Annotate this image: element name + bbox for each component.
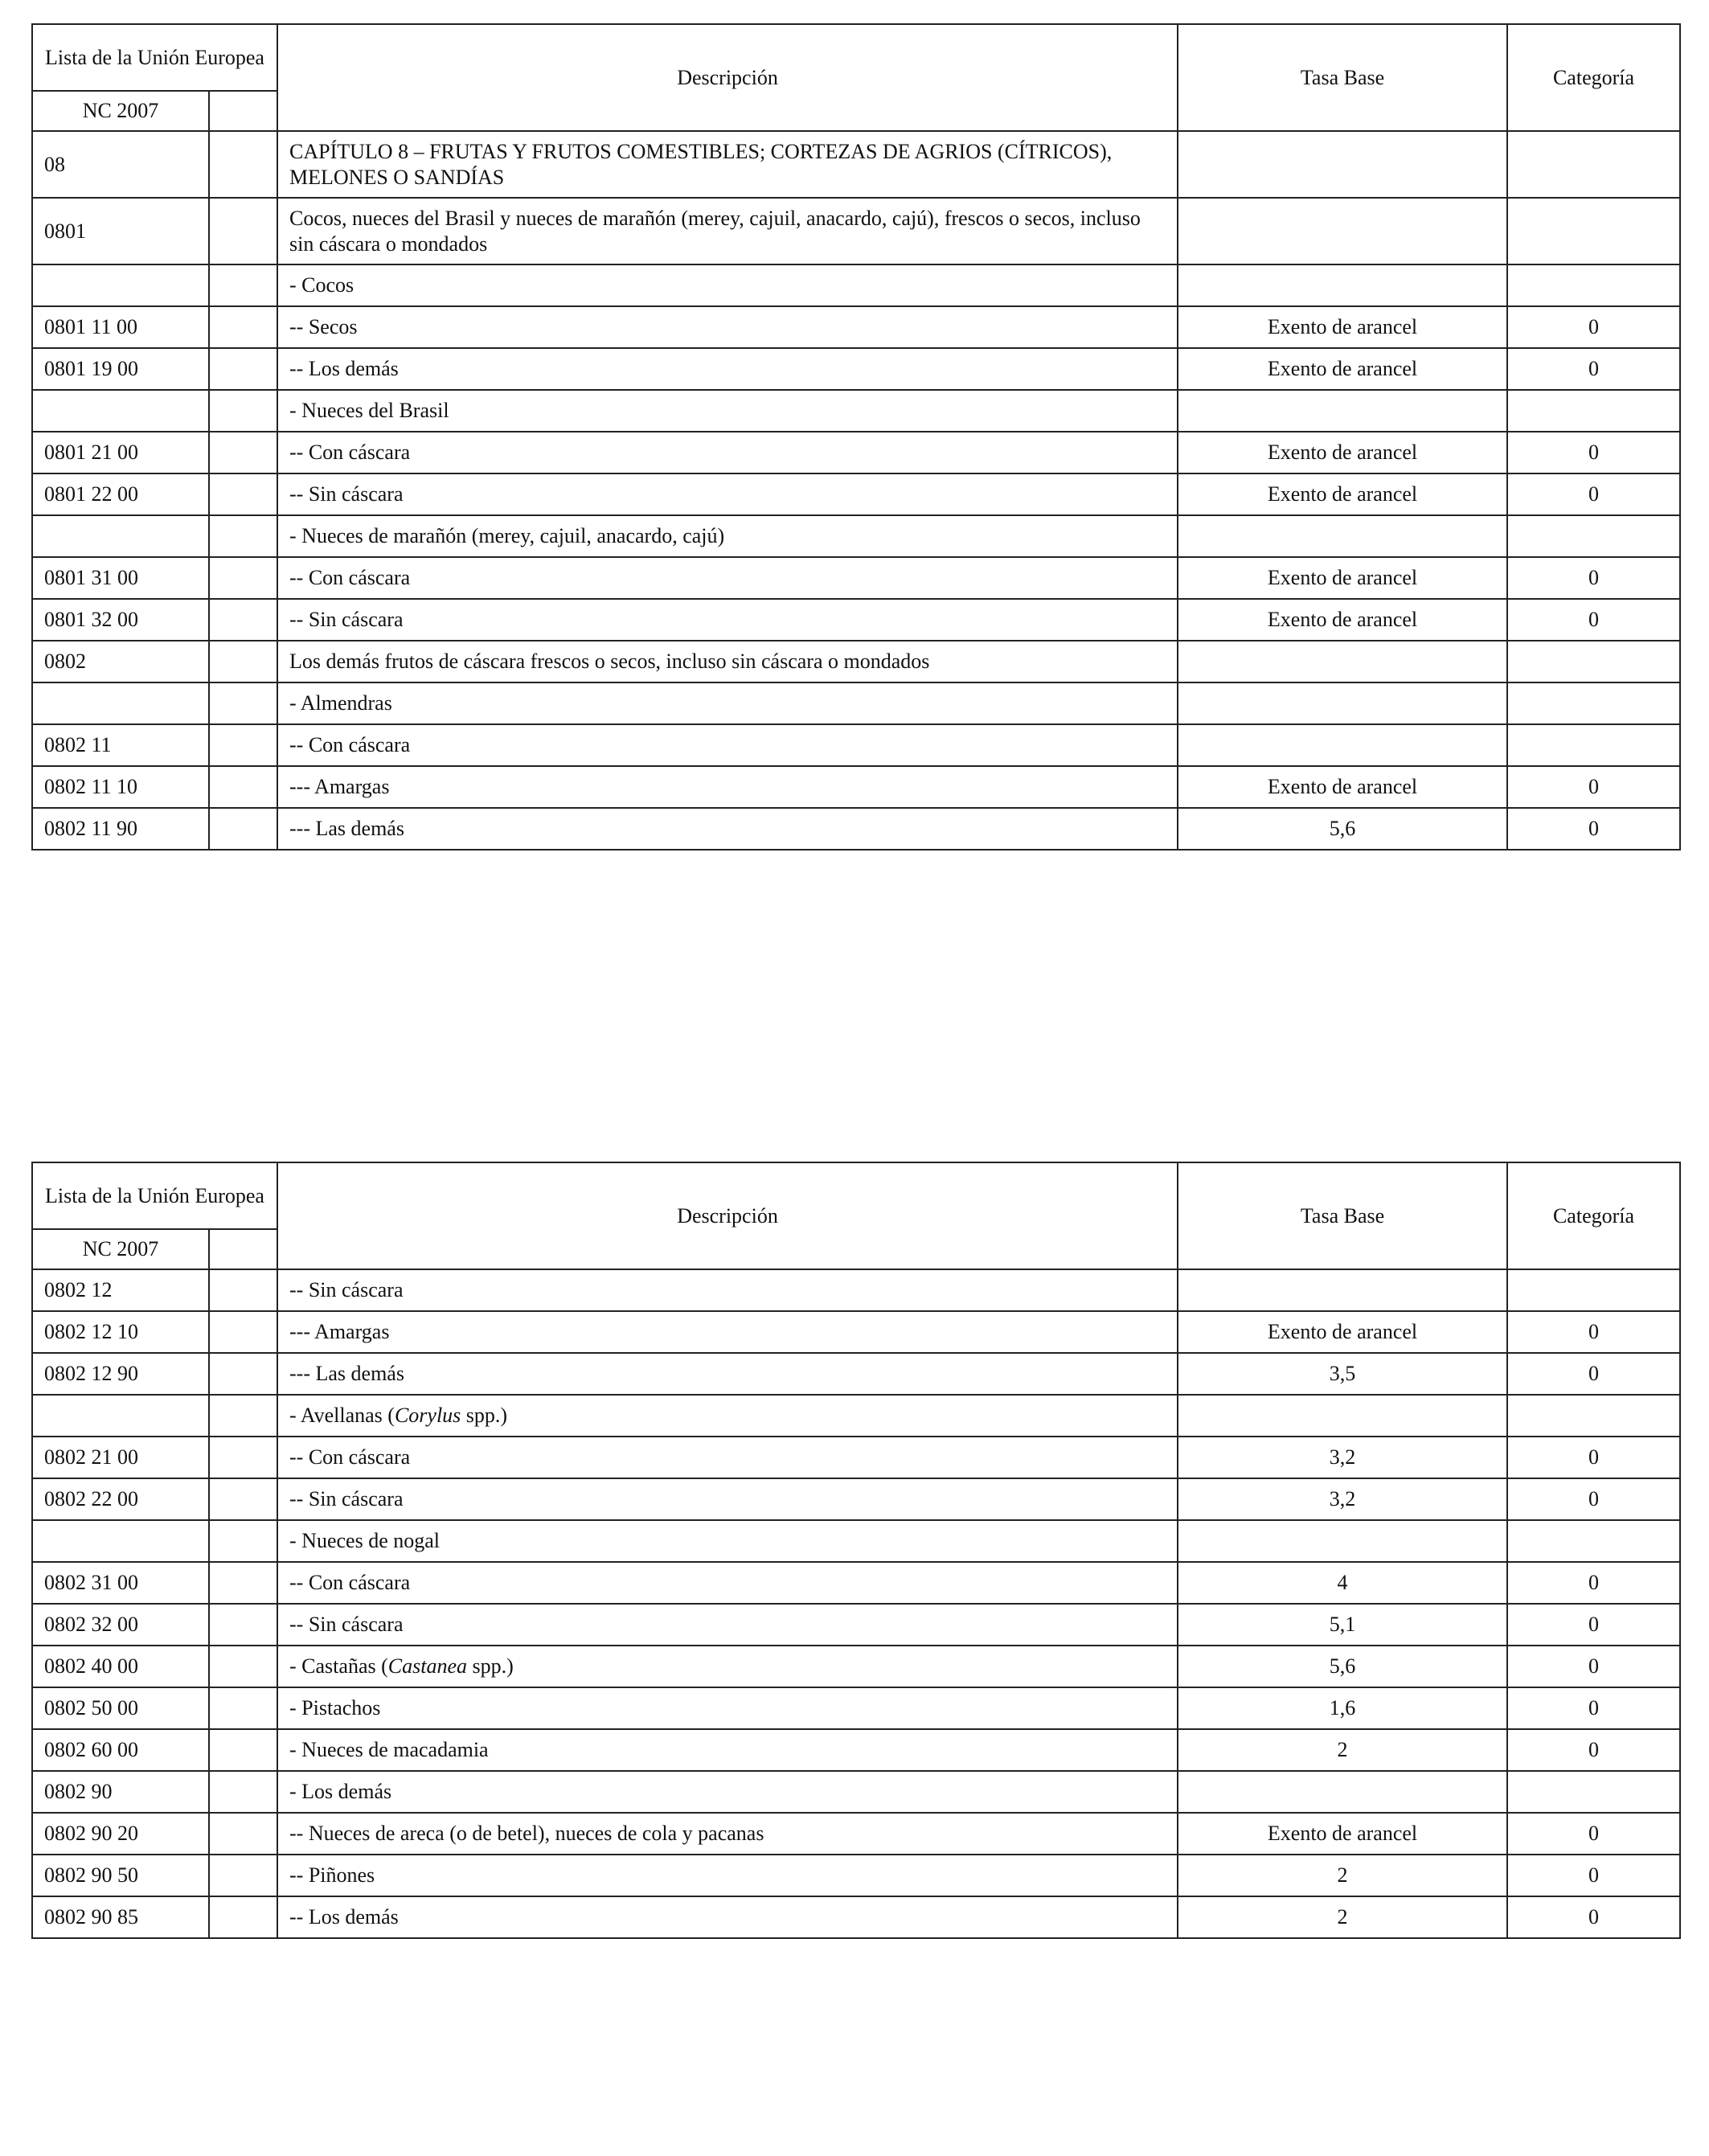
nc-code-cell: 0802 40 00 <box>32 1646 209 1687</box>
table-row <box>32 1771 1680 1813</box>
nc-code-cell: 0802 90 50 <box>32 1855 209 1896</box>
blank-cell <box>209 1687 277 1729</box>
table-row <box>32 724 1680 766</box>
tasa-base-cell: 3,2 <box>1178 1478 1507 1520</box>
header-blank-cell <box>209 91 277 131</box>
blank-cell <box>209 682 277 724</box>
categoria-cell <box>1507 641 1680 682</box>
description-cell: --- Amargas <box>277 1311 1178 1353</box>
tariff-table-1 <box>31 23 1681 851</box>
categoria-cell: 0 <box>1507 1562 1680 1604</box>
blank-cell <box>209 264 277 306</box>
table-row <box>32 1729 1680 1771</box>
description-cell: - Los demás <box>277 1771 1178 1813</box>
table-row <box>32 1855 1680 1896</box>
nc-code-cell: 0801 19 00 <box>32 348 209 390</box>
blank-cell <box>209 1604 277 1646</box>
blank-cell <box>209 1478 277 1520</box>
description-text-suffix: spp.) <box>461 1404 508 1427</box>
categoria-cell: 0 <box>1507 1646 1680 1687</box>
table-row <box>32 1478 1680 1520</box>
categoria-cell: 0 <box>1507 1896 1680 1938</box>
table-row <box>32 682 1680 724</box>
blank-cell <box>209 306 277 348</box>
description-cell: Los demás frutos de cáscara frescos o secos, incluso sin cáscara o mondados <box>277 641 1178 682</box>
categoria-cell <box>1507 264 1680 306</box>
nc-code-cell: 0801 32 00 <box>32 599 209 641</box>
categoria-cell <box>1507 131 1680 198</box>
nc-code-cell: 0802 31 00 <box>32 1562 209 1604</box>
table-row <box>32 1896 1680 1938</box>
description-cell: --- Amargas <box>277 766 1178 808</box>
categoria-cell: 0 <box>1507 306 1680 348</box>
tasa-base-cell: 3,5 <box>1178 1353 1507 1395</box>
description-cell: -- Sin cáscara <box>277 1478 1178 1520</box>
tariff-table-2 <box>31 1162 1681 1939</box>
blank-cell <box>209 515 277 557</box>
description-text: - Avellanas ( <box>289 1404 395 1427</box>
categoria-cell: 0 <box>1507 432 1680 473</box>
table-row <box>32 1520 1680 1562</box>
table-row <box>32 557 1680 599</box>
description-cell: -- Con cáscara <box>277 557 1178 599</box>
table-row <box>32 1269 1680 1311</box>
description-cell: --- Las demás <box>277 808 1178 850</box>
blank-cell <box>209 1646 277 1687</box>
description-cell: -- Los demás <box>277 348 1178 390</box>
table-row <box>32 264 1680 306</box>
blank-cell <box>209 432 277 473</box>
tasa-base-cell: Exento de arancel <box>1178 1813 1507 1855</box>
tasa-base-cell <box>1178 515 1507 557</box>
header-lista-ue: Lista de la Unión Europea <box>32 1162 277 1229</box>
tasa-base-cell <box>1178 264 1507 306</box>
table-row <box>32 1437 1680 1478</box>
table-2-body <box>32 1269 1680 1938</box>
description-cell: -- Con cáscara <box>277 724 1178 766</box>
categoria-cell: 0 <box>1507 1437 1680 1478</box>
blank-cell <box>209 198 277 264</box>
blank-cell <box>209 1311 277 1353</box>
blank-cell <box>209 1437 277 1478</box>
tasa-base-cell <box>1178 1520 1507 1562</box>
categoria-cell: 0 <box>1507 1311 1680 1353</box>
description-cell: - Cocos <box>277 264 1178 306</box>
table-row <box>32 306 1680 348</box>
description-cell: -- Con cáscara <box>277 432 1178 473</box>
categoria-cell <box>1507 1771 1680 1813</box>
table-1-body <box>32 131 1680 850</box>
nc-code-cell: 0802 60 00 <box>32 1729 209 1771</box>
header-categoria: Categoría <box>1507 24 1680 131</box>
header-tasa-base: Tasa Base <box>1178 24 1507 131</box>
description-cell <box>277 1395 1178 1437</box>
nc-code-cell: 0802 11 90 <box>32 808 209 850</box>
nc-code-cell: 0801 21 00 <box>32 432 209 473</box>
description-cell: -- Sin cáscara <box>277 599 1178 641</box>
nc-code-cell <box>32 682 209 724</box>
nc-code-cell: 0802 90 20 <box>32 1813 209 1855</box>
nc-code-cell <box>32 515 209 557</box>
header-nc-2007: NC 2007 <box>32 91 209 131</box>
categoria-cell: 0 <box>1507 808 1680 850</box>
table-row <box>32 641 1680 682</box>
categoria-cell <box>1507 1520 1680 1562</box>
nc-code-cell: 0802 32 00 <box>32 1604 209 1646</box>
table-row <box>32 1687 1680 1729</box>
table-row <box>32 1813 1680 1855</box>
description-cell: -- Sin cáscara <box>277 1604 1178 1646</box>
blank-cell <box>209 473 277 515</box>
header-blank-cell <box>209 1229 277 1269</box>
description-cell: -- Los demás <box>277 1896 1178 1938</box>
tasa-base-cell <box>1178 724 1507 766</box>
blank-cell <box>209 1896 277 1938</box>
description-cell: -- Sin cáscara <box>277 1269 1178 1311</box>
description-cell: -- Secos <box>277 306 1178 348</box>
categoria-cell <box>1507 1395 1680 1437</box>
description-cell: - Nueces de nogal <box>277 1520 1178 1562</box>
header-descripcion: Descripción <box>277 1162 1178 1269</box>
nc-code-cell: 0802 12 <box>32 1269 209 1311</box>
nc-code-cell: 0802 21 00 <box>32 1437 209 1478</box>
tasa-base-cell: Exento de arancel <box>1178 306 1507 348</box>
description-cell: - Nueces del Brasil <box>277 390 1178 432</box>
categoria-cell: 0 <box>1507 473 1680 515</box>
blank-cell <box>209 1353 277 1395</box>
categoria-cell: 0 <box>1507 1855 1680 1896</box>
table-row <box>32 1604 1680 1646</box>
header-tasa-base: Tasa Base <box>1178 1162 1507 1269</box>
nc-code-cell: 0802 90 <box>32 1771 209 1813</box>
tasa-base-cell: Exento de arancel <box>1178 473 1507 515</box>
nc-code-cell <box>32 1520 209 1562</box>
header-descripcion: Descripción <box>277 24 1178 131</box>
categoria-cell: 0 <box>1507 1813 1680 1855</box>
tasa-base-cell <box>1178 682 1507 724</box>
tasa-base-cell: 5,6 <box>1178 1646 1507 1687</box>
table-row <box>32 515 1680 557</box>
nc-code-cell: 0802 11 <box>32 724 209 766</box>
description-cell: - Nueces de macadamia <box>277 1729 1178 1771</box>
tasa-base-cell: 5,1 <box>1178 1604 1507 1646</box>
description-cell: -- Sin cáscara <box>277 473 1178 515</box>
nc-code-cell: 0802 50 00 <box>32 1687 209 1729</box>
categoria-cell: 0 <box>1507 1687 1680 1729</box>
header-lista-ue: Lista de la Unión Europea <box>32 24 277 91</box>
table-row <box>32 1353 1680 1395</box>
categoria-cell: 0 <box>1507 348 1680 390</box>
description-cell: - Pistachos <box>277 1687 1178 1729</box>
table-row <box>32 1646 1680 1687</box>
tasa-base-cell: Exento de arancel <box>1178 557 1507 599</box>
blank-cell <box>209 1269 277 1311</box>
nc-code-cell: 0802 12 10 <box>32 1311 209 1353</box>
categoria-cell <box>1507 390 1680 432</box>
tasa-base-cell <box>1178 1269 1507 1311</box>
description-cell: - Almendras <box>277 682 1178 724</box>
blank-cell <box>209 641 277 682</box>
table-row <box>32 766 1680 808</box>
tasa-base-cell: Exento de arancel <box>1178 1311 1507 1353</box>
blank-cell <box>209 557 277 599</box>
nc-code-cell: 0801 31 00 <box>32 557 209 599</box>
tasa-base-cell <box>1178 1395 1507 1437</box>
categoria-cell: 0 <box>1507 557 1680 599</box>
blank-cell <box>209 1562 277 1604</box>
description-cell: -- Con cáscara <box>277 1437 1178 1478</box>
scientific-name: Castanea <box>387 1654 467 1678</box>
blank-cell <box>209 1813 277 1855</box>
tasa-base-cell: 2 <box>1178 1896 1507 1938</box>
tasa-base-cell: 5,6 <box>1178 808 1507 850</box>
description-cell: -- Piñones <box>277 1855 1178 1896</box>
tasa-base-cell <box>1178 641 1507 682</box>
table-row <box>32 1311 1680 1353</box>
blank-cell <box>209 348 277 390</box>
blank-cell <box>209 390 277 432</box>
tasa-base-cell: 3,2 <box>1178 1437 1507 1478</box>
header-nc-2007: NC 2007 <box>32 1229 209 1269</box>
description-cell: -- Con cáscara <box>277 1562 1178 1604</box>
categoria-cell: 0 <box>1507 1353 1680 1395</box>
nc-code-cell <box>32 264 209 306</box>
table-row <box>32 131 1680 198</box>
nc-code-cell: 08 <box>32 131 209 198</box>
tasa-base-cell: 2 <box>1178 1855 1507 1896</box>
tasa-base-cell: Exento de arancel <box>1178 599 1507 641</box>
categoria-cell <box>1507 198 1680 264</box>
description-cell: CAPÍTULO 8 – FRUTAS Y FRUTOS COMESTIBLES; CORTEZAS DE AGRIOS (CÍTRICOS), MELONES O SANDÍAS <box>277 131 1178 198</box>
scientific-name: Corylus <box>394 1404 461 1427</box>
tasa-base-cell <box>1178 390 1507 432</box>
tasa-base-cell <box>1178 1771 1507 1813</box>
blank-cell <box>209 766 277 808</box>
nc-code-cell: 0802 12 90 <box>32 1353 209 1395</box>
tasa-base-cell: 4 <box>1178 1562 1507 1604</box>
nc-code-cell: 0801 11 00 <box>32 306 209 348</box>
table-row <box>32 1395 1680 1437</box>
tasa-base-cell <box>1178 198 1507 264</box>
tasa-base-cell: Exento de arancel <box>1178 348 1507 390</box>
description-cell: --- Las demás <box>277 1353 1178 1395</box>
nc-code-cell: 0802 11 10 <box>32 766 209 808</box>
blank-cell <box>209 599 277 641</box>
table-row <box>32 432 1680 473</box>
table-row <box>32 198 1680 264</box>
categoria-cell: 0 <box>1507 1729 1680 1771</box>
nc-code-cell: 0802 22 00 <box>32 1478 209 1520</box>
nc-code-cell: 0801 22 00 <box>32 473 209 515</box>
blank-cell <box>209 131 277 198</box>
blank-cell <box>209 1771 277 1813</box>
nc-code-cell <box>32 1395 209 1437</box>
table-row <box>32 348 1680 390</box>
nc-code-cell: 0802 90 85 <box>32 1896 209 1938</box>
table-row <box>32 599 1680 641</box>
blank-cell <box>209 1855 277 1896</box>
blank-cell <box>209 1395 277 1437</box>
description-cell: Cocos, nueces del Brasil y nueces de marañón (merey, cajuil, anacardo, cajú), frescos o secos, incluso sin cáscara o mondados <box>277 198 1178 264</box>
nc-code-cell: 0801 <box>32 198 209 264</box>
categoria-cell <box>1507 682 1680 724</box>
tasa-base-cell: 1,6 <box>1178 1687 1507 1729</box>
categoria-cell: 0 <box>1507 1604 1680 1646</box>
table-row <box>32 473 1680 515</box>
categoria-cell <box>1507 1269 1680 1311</box>
categoria-cell: 0 <box>1507 766 1680 808</box>
categoria-cell: 0 <box>1507 1478 1680 1520</box>
categoria-cell <box>1507 724 1680 766</box>
tasa-base-cell: 2 <box>1178 1729 1507 1771</box>
table-row <box>32 808 1680 850</box>
blank-cell <box>209 1729 277 1771</box>
description-text-suffix: spp.) <box>467 1654 514 1678</box>
tasa-base-cell: Exento de arancel <box>1178 766 1507 808</box>
blank-cell <box>209 724 277 766</box>
header-categoria: Categoría <box>1507 1162 1680 1269</box>
categoria-cell: 0 <box>1507 599 1680 641</box>
tasa-base-cell <box>1178 131 1507 198</box>
table-row <box>32 390 1680 432</box>
table-row <box>32 1562 1680 1604</box>
description-text: - Castañas ( <box>289 1654 388 1678</box>
blank-cell <box>209 808 277 850</box>
categoria-cell <box>1507 515 1680 557</box>
blank-cell <box>209 1520 277 1562</box>
nc-code-cell: 0802 <box>32 641 209 682</box>
description-cell <box>277 1646 1178 1687</box>
tasa-base-cell: Exento de arancel <box>1178 432 1507 473</box>
nc-code-cell <box>32 390 209 432</box>
description-cell: -- Nueces de areca (o de betel), nueces de cola y pacanas <box>277 1813 1178 1855</box>
description-cell: - Nueces de marañón (merey, cajuil, anacardo, cajú) <box>277 515 1178 557</box>
